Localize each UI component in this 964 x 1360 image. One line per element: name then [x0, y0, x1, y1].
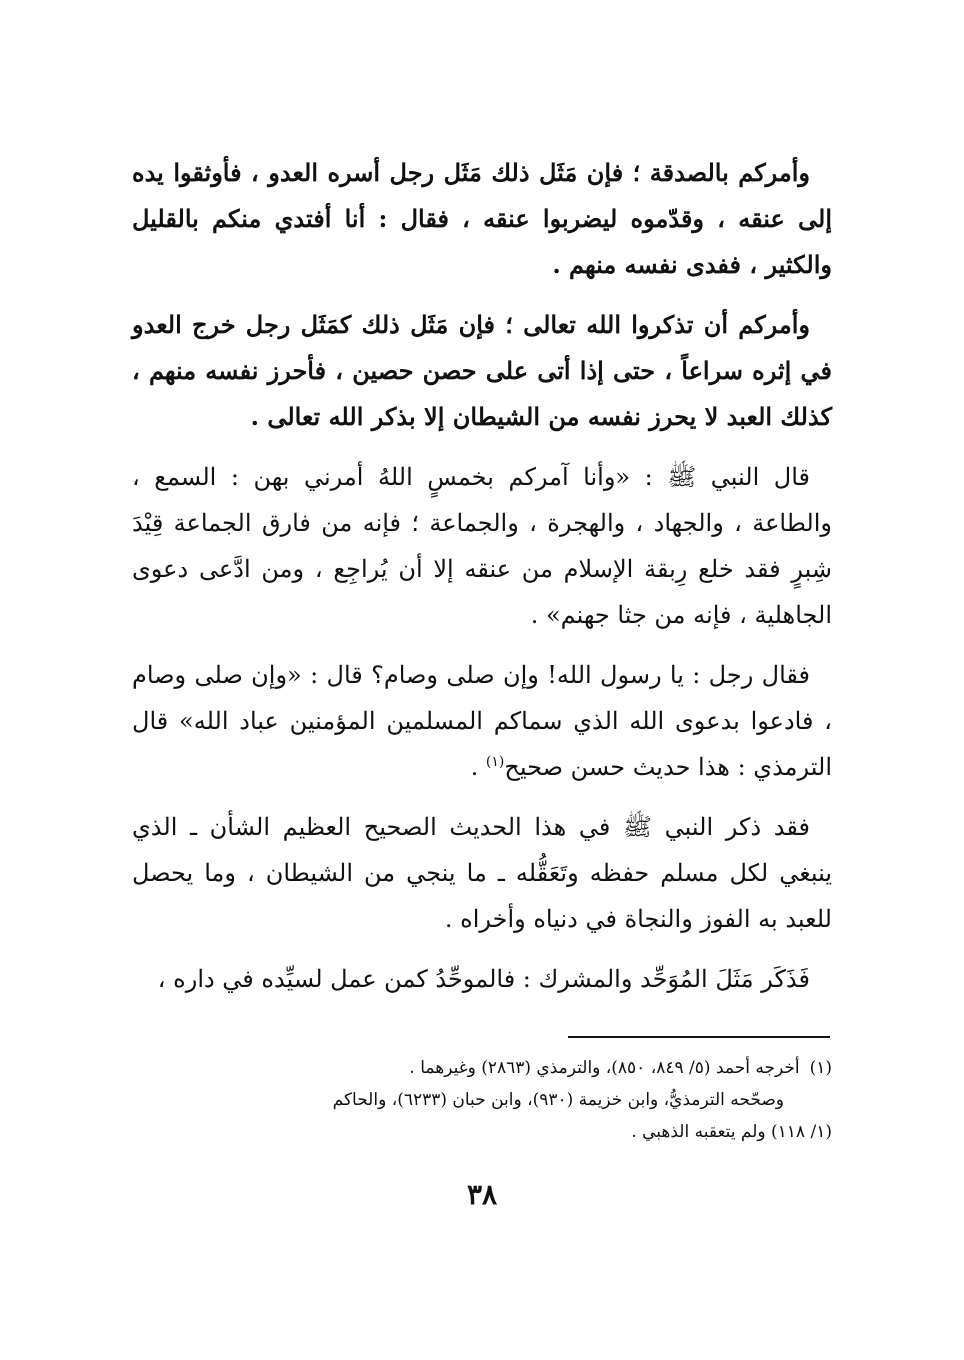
footnote-line [132, 1052, 832, 1084]
footnote-divider [568, 1036, 830, 1038]
paragraph-question [132, 652, 832, 790]
footnote-line [132, 1116, 832, 1148]
paragraph-commentary [132, 804, 832, 942]
paragraph-text: وأمركم أن تذكروا الله تعالى ؛ فإن مَثَل ذلك كمَثَل رجل خرج العدو في إثره سراعاً ، حتى إذا أتى على حصن حصين ، فأحرز نفسه منهم ، كذلك العبد لا يحرز نفسه من الشيطان إلا بذكر الله تعالى . [132, 310, 832, 431]
footnotes [132, 1052, 832, 1148]
footnote-text: (١/ ١١٨) ولم يتعقبه الذهبي . [631, 1122, 832, 1142]
paragraph-text: فَذَكَر مَثَلَ المُوَحِّد والمشرك : فالموحِّدُ كمن عمل لسيِّده في داره ، [157, 965, 810, 993]
footnote-reference[interactable]: (١) [485, 754, 505, 770]
footnote-text: وصحّحه الترمذيُّ، وابن خزيمة (٩٣٠)، وابن حبان (٦٢٣٣)، والحاكم [332, 1090, 784, 1110]
footnote-marker: (١) [809, 1058, 832, 1078]
paragraph-parable [132, 956, 832, 1002]
page-number: ٣٨ [466, 1178, 498, 1211]
paragraph-charity [132, 150, 832, 288]
footnote-line [132, 1084, 832, 1116]
paragraph-text: فقال رجل : يا رسول الله! وإن صلى وصام؟ قال : «وإن صلى وصام ، فادعوا بدعوى الله الذي سماكم المسلمين المؤمنين عباد الله» قال الترمذي : هذا حديث حسن صحيح [132, 661, 832, 781]
paragraph-five-commands [132, 454, 832, 638]
main-text [132, 150, 832, 1016]
paragraph-text: قال النبي ﷺ : «وأنا آمركم بخمسٍ اللهُ أمرني بهن : السمع ، والطاعة ، والجهاد ، والهجرة ، والجماعة ؛ فإنه من فارق الجماعة قِيْدَ شِبرٍ فقد خلع رِبقة الإسلام من عنقه إلا أن يُراجِع ، ومن ادَّعى دعوى الجاهلية ، فإنه من جثا جهنم» . [132, 463, 832, 629]
footnote-text: أخرجه أحمد (٥/ ٨٤٩، ٨٥٠)، والترمذي (٢٨٦٣) وغيرهما . [409, 1058, 800, 1078]
paragraph-text: فقد ذكر النبي ﷺ في هذا الحديث الصحيح العظيم الشأن ـ الذي ينبغي لكل مسلم حفظه وتَعَقُّله ـ ما ينجي من الشيطان ، وما يحصل للعبد به الفوز والنجاة في دنياه وأخراه . [132, 813, 832, 933]
paragraph-tail: . [470, 753, 486, 781]
paragraph-remembrance [132, 302, 832, 440]
paragraph-text: وأمركم بالصدقة ؛ فإن مَثَل ذلك مَثَل رجل أسره العدو ، فأوثقوا يده إلى عنقه ، وقدّموه ليضربوا عنقه ، فقال : أنا أفتدي منكم بالقليل والكثير ، ففدى نفسه منهم . [132, 158, 832, 279]
